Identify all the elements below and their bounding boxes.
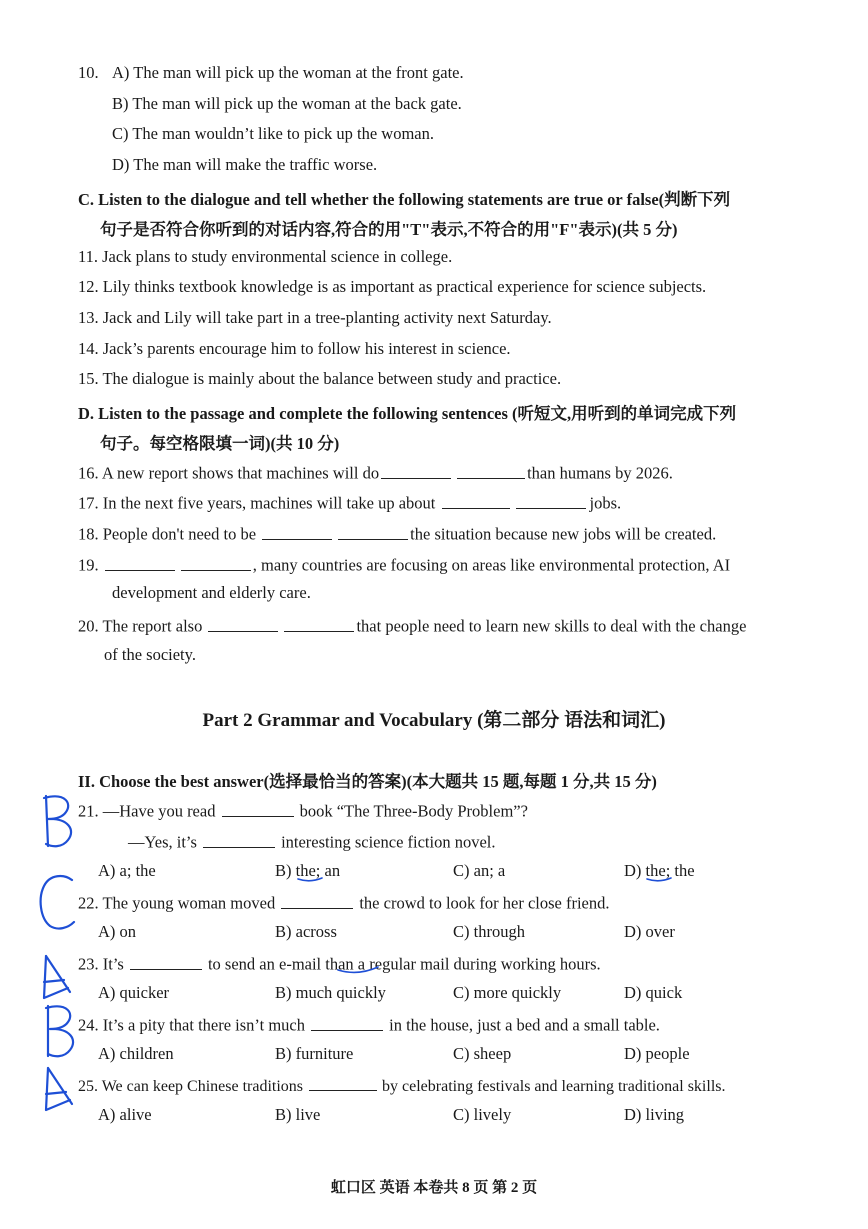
tf-statement: 12. Lily thinks textbook knowledge is as important as practical experience for science subjects. [78, 277, 707, 296]
option-a[interactable]: A) on [98, 922, 137, 941]
mc-question-21-line-1: 21. —Have you read book “The Three-Body Problem”? [78, 799, 528, 822]
option-b[interactable]: B) furniture [275, 1044, 354, 1063]
option-c[interactable]: C) more quickly [453, 983, 562, 1002]
fill-question-20: 20. The report also that people need to learn new skills to deal with the change [78, 614, 746, 637]
handwritten-answer-24 [38, 1002, 80, 1060]
mc-question-24: 24. It’s a pity that there isn’t much in the house, just a bed and a small table. [78, 1013, 660, 1036]
option-d[interactable]: D) over [624, 922, 675, 941]
answer-blank[interactable] [309, 1074, 377, 1091]
section-c-instruction-2: 句子是否符合你听到的对话内容,符合的用"T"表示,不符合的用"F"表示)(共 5 分) [100, 220, 678, 239]
option-b[interactable]: B) live [275, 1105, 321, 1124]
section-d-instruction-1: D. Listen to the passage and complete the following sentences (听短文,用听到的单词完成下列 [78, 404, 737, 423]
page-footer: 虹口区 英语 本卷共 8 页 第 2 页 [330, 1180, 538, 1196]
handwritten-answer-23 [36, 952, 78, 1002]
fill-question-19-continued: development and elderly care. [112, 583, 311, 602]
option-c[interactable]: C) through [453, 922, 525, 941]
option-d[interactable]: D) people [624, 1044, 690, 1063]
mc-question-23: 23. It’s to send an e-mail than a regular mail during working hours. [78, 952, 601, 975]
option-a[interactable]: A) alive [98, 1105, 152, 1124]
part-2-title: Part 2 Grammar and Vocabulary (第二部分 语法和词汇) [202, 710, 666, 731]
option-c[interactable]: C) an; a [453, 861, 506, 880]
answer-blank[interactable] [203, 830, 275, 848]
option-b[interactable]: B) much quickly [275, 983, 386, 1002]
option-b[interactable]: B) the; an [275, 861, 341, 880]
handwritten-answer-21 [36, 792, 78, 850]
q10-option-d: D) The man will make the traffic worse. [112, 155, 378, 174]
answer-blank[interactable] [222, 799, 294, 817]
mc-question-25: 25. We can keep Chinese traditions by celebrating festivals and learning traditional skills. [78, 1074, 726, 1096]
q10-option-b: B) The man will pick up the woman at the back gate. [112, 94, 462, 113]
answer-blank[interactable] [338, 522, 408, 540]
answer-blank[interactable] [262, 522, 332, 540]
tf-statement: 15. The dialogue is mainly about the balance between study and practice. [78, 369, 562, 388]
option-d[interactable]: D) the; the [624, 861, 695, 880]
mc-question-21-line-2: —Yes, it’s interesting science fiction novel. [128, 830, 496, 853]
q10-option-c: C) The man wouldn’t like to pick up the woman. [112, 124, 435, 143]
option-c[interactable]: C) sheep [453, 1044, 512, 1063]
answer-blank[interactable] [442, 491, 510, 509]
mc-question-22: 22. The young woman moved the crowd to look for her close friend. [78, 891, 610, 914]
section-ii-instruction: II. Choose the best answer(选择最恰当的答案)(本大题共 15 题,每题 1 分,共 15 分) [78, 772, 657, 791]
answer-blank[interactable] [284, 614, 354, 632]
option-a[interactable]: A) children [98, 1044, 174, 1063]
handwritten-underline [645, 874, 673, 884]
fill-question-17: 17. In the next five years, machines will take up about jobs. [78, 491, 621, 514]
fill-question-20-continued: of the society. [104, 645, 196, 664]
option-b[interactable]: B) across [275, 922, 337, 941]
answer-blank[interactable] [105, 553, 175, 571]
option-d[interactable]: D) living [624, 1105, 685, 1124]
answer-blank[interactable] [130, 952, 202, 970]
tf-statement: 13. Jack and Lily will take part in a tree-planting activity next Saturday. [78, 308, 552, 327]
tf-statement: 11. Jack plans to study environmental science in college. [78, 247, 453, 266]
tf-statement: 14. Jack’s parents encourage him to follow his interest in science. [78, 339, 511, 358]
answer-blank[interactable] [181, 553, 251, 571]
q10-number: 10. [78, 63, 99, 82]
option-d[interactable]: D) quick [624, 983, 683, 1002]
answer-blank[interactable] [208, 614, 278, 632]
option-a[interactable]: A) a; the [98, 861, 156, 880]
answer-blank[interactable] [311, 1013, 383, 1031]
fill-question-16: 16. A new report shows that machines will do than humans by 2026. [78, 461, 673, 484]
fill-question-18: 18. People don't need to be the situation because new jobs will be created. [78, 522, 716, 545]
fill-question-19: 19. , many countries are focusing on areas like environmental protection, AI [78, 553, 730, 576]
section-d-instruction-2: 句子。每空格限填一词)(共 10 分) [100, 434, 340, 453]
handwritten-underline [296, 874, 324, 884]
option-a[interactable]: A) quicker [98, 983, 170, 1002]
answer-blank[interactable] [381, 461, 451, 479]
answer-blank[interactable] [281, 891, 353, 909]
q10-option-a: A) The man will pick up the woman at the front gate. [112, 63, 464, 82]
answer-blank[interactable] [457, 461, 525, 479]
option-c[interactable]: C) lively [453, 1105, 512, 1124]
handwritten-underline [336, 964, 380, 976]
handwritten-answer-25 [38, 1064, 80, 1114]
handwritten-answer-22 [34, 872, 78, 932]
answer-blank[interactable] [516, 491, 586, 509]
section-c-instruction-1: C. Listen to the dialogue and tell whether the following statements are true or false(判断下列 [78, 190, 731, 209]
